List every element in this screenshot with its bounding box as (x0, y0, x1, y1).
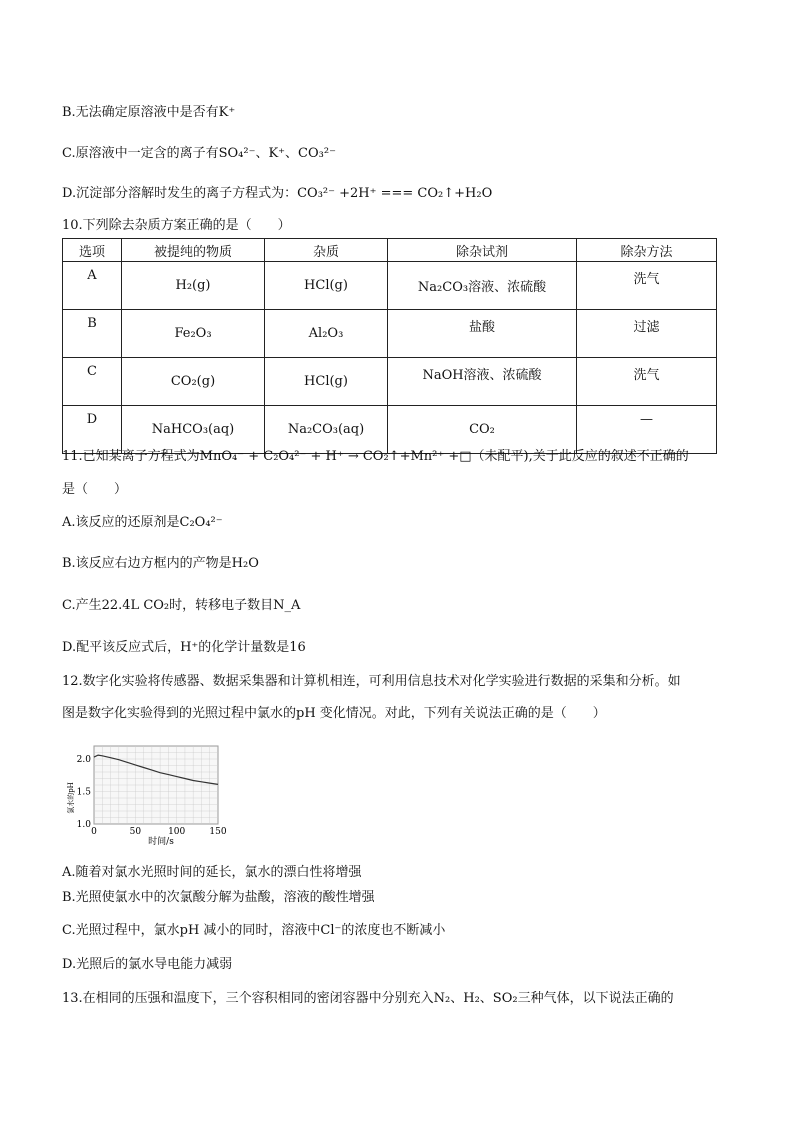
table-cell: NaHCO₃(aq) (122, 406, 265, 454)
x-tick-label: 150 (209, 827, 227, 837)
q11-option-d: D.配平该反应式后，H⁺的化学计量数是16 (62, 640, 306, 655)
table-header: 除杂方法 (577, 239, 717, 262)
table-cell: 洗气 (577, 358, 717, 406)
q9-option-c: C.原溶液中一定含的离子有SO₄²⁻、K⁺、CO₃²⁻ (62, 146, 336, 161)
table-row (63, 262, 717, 310)
table-cell: B (63, 310, 122, 358)
y-tick-label: 2.0 (76, 755, 91, 765)
y-tick-label: 1.0 (76, 820, 91, 830)
table-row (63, 358, 717, 406)
q12-option-b: B.光照使氯水中的次氯酸分解为盐酸，溶液的酸性增强 (62, 890, 375, 905)
q13-stem: 13.在相同的压强和温度下，三个容积相同的密闭容器中分别充入N₂、H₂、SO₂三种气体，以下说法正确的 (62, 991, 674, 1006)
q11-option-a: A.该反应的还原剂是C₂O₄²⁻ (62, 515, 223, 530)
ph-chart (66, 738, 228, 846)
table-header: 被提纯的物质 (122, 239, 265, 262)
q11-option-b: B.该反应右边方框内的产物是H₂O (62, 556, 259, 571)
y-axis-label: 氯水的pH (67, 782, 75, 814)
q10-table (62, 238, 717, 454)
table-cell: Al₂O₃ (265, 310, 388, 358)
table-cell: Na₂CO₃(aq) (265, 406, 388, 454)
table-row (63, 310, 717, 358)
q9-option-b: B.无法确定原溶液中是否有K⁺ (62, 105, 236, 120)
table-cell: NaOH溶液、浓硫酸 (388, 358, 577, 406)
table-cell: 过滤 (577, 310, 717, 358)
x-tick-label: 0 (91, 827, 97, 837)
q12-option-d: D.光照后的氯水导电能力减弱 (62, 957, 233, 972)
table-cell: H₂(g) (122, 262, 265, 310)
table-cell: HCl(g) (265, 358, 388, 406)
q12-stem-line2: 图是数字化实验得到的光照过程中氯水的pH 变化情况。对此，下列有关说法正确的是（ ） (62, 706, 606, 721)
table-cell: CO₂ (388, 406, 577, 454)
q12-option-a: A.随着对氯水光照时间的延长，氯水的漂白性将增强 (62, 865, 362, 880)
table-cell: 盐酸 (388, 310, 577, 358)
x-axis-label: 时间/s (148, 837, 174, 846)
q11-stem-line2: 是（ ） (62, 482, 128, 497)
table-cell: HCl(g) (265, 262, 388, 310)
table-cell: — (577, 406, 717, 454)
q12-option-c: C.光照过程中，氯水pH 减小的同时，溶液中Cl⁻的浓度也不断减小 (62, 923, 446, 938)
table-cell: C (63, 358, 122, 406)
q11-option-c: C.产生22.4L CO₂时，转移电子数目N_A (62, 598, 301, 613)
table-cell: D (63, 406, 122, 454)
x-tick-label: 100 (168, 827, 186, 837)
table-cell: A (63, 262, 122, 310)
table-cell: CO₂(g) (122, 358, 265, 406)
table-cell: Na₂CO₃溶液、浓硫酸 (388, 262, 577, 310)
q12-stem-line1: 12.数字化实验将传感器、数据采集器和计算机相连，可利用信息技术对化学实验进行数据的采集和分析。如 (62, 674, 681, 689)
q11-stem-line1: 11.已知某离子方程式为MnO₄⁻ + C₂O₄²⁻ + H⁺ → CO₂↑+Mn²⁺ +□（未配平),关于此反应的叙述不正确的 (62, 449, 689, 464)
table-cell: 洗气 (577, 262, 717, 310)
x-tick-label: 50 (129, 827, 142, 837)
q10-stem: 10.下列除去杂质方案正确的是（ ） (62, 218, 291, 233)
q9-option-d: D.沉淀部分溶解时发生的离子方程式为：CO₃²⁻ +2H⁺ === CO₂↑+H₂O (62, 186, 493, 201)
table-header: 除杂试剂 (388, 239, 577, 262)
y-tick-label: 1.5 (76, 787, 91, 798)
table-header: 选项 (63, 239, 122, 262)
table-cell: Fe₂O₃ (122, 310, 265, 358)
table-header: 杂质 (265, 239, 388, 262)
ph-chart-svg (66, 738, 228, 846)
